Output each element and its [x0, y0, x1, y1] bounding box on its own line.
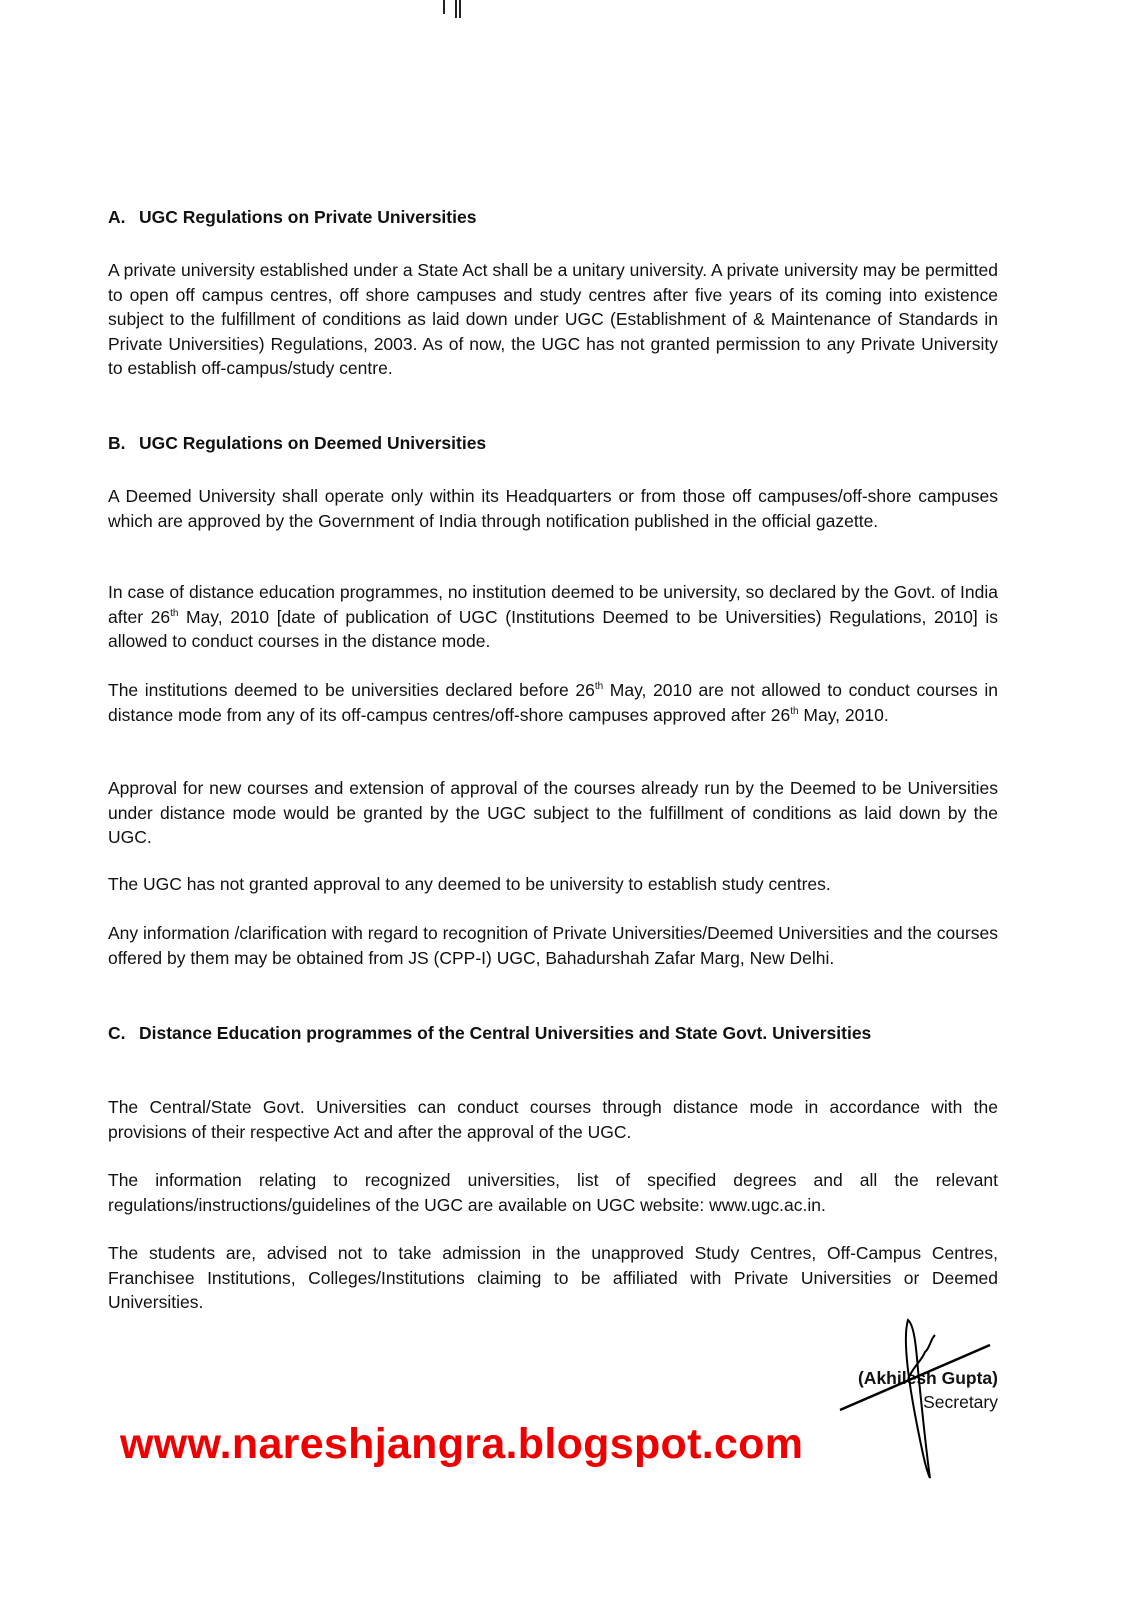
scan-mark [459, 0, 461, 18]
section-title: Distance Education programmes of the Central Universities and State Govt. Universities [139, 1023, 872, 1043]
section-c-paragraph-3: The students are, advised not to take admission in the unapproved Study Centres, Off-Campus Centres, Franchisee Institutions, Colleges/Institutions claiming to be affiliated with Private Universities or Deemed Universities. [108, 1243, 998, 1312]
scan-mark [455, 0, 457, 18]
watermark-url: www.nareshjangra.blogspot.com [120, 1420, 804, 1468]
section-a-paragraph: A private university established under a State Act shall be a unitary university. A private university may be permitted to open off campus centres, off shore campuses and study centres after five years of its coming into existence subject to the fulfillment of conditions as laid down under UGC (Establishment of & Maintenance of Standards in Private Universities) Regulations, 2003. As of now, the UGC has not granted permission to any Private University to establish off-campus/study centre. [108, 260, 998, 378]
section-b-paragraph-6: Any information /clarification with regard to recognition of Private Universities/Deemed Universities and the courses offered by them may be obtained from JS (CPP-I) UGC, Bahadurshah Zafar Marg, New Delhi. [108, 923, 998, 968]
section-c-paragraph-2: The information relating to recognized universities, list of specified degrees and all the relevant regulations/instructions/guidelines of the UGC are available on UGC website: www.ugc.ac.in. [108, 1170, 998, 1215]
section-b-paragraph-5: The UGC has not granted approval to any deemed to be university to establish study centres. [108, 874, 831, 894]
text: In case of distance education programmes, no institution deemed to be university, so declared by the Govt. of India after 26 [108, 582, 998, 627]
section-number: A. [108, 207, 126, 227]
text: May, 2010. [798, 704, 889, 725]
section-a-heading [108, 205, 998, 230]
signatory-designation: Secretary [923, 1392, 998, 1412]
scan-mark [443, 0, 445, 14]
section-b-paragraph-1: A Deemed University shall operate only within its Headquarters or from those off campuses/off-shore campuses which are approved by the Government of India through notification published in the official gazette. [108, 486, 998, 531]
superscript: th [594, 681, 604, 693]
superscript: th [170, 607, 179, 619]
section-number: B. [108, 433, 126, 453]
section-title: UGC Regulations on Private Universities [139, 207, 477, 227]
section-c-paragraph-1: The Central/State Govt. Universities can conduct courses through distance mode in accordance with the provisions of their respective Act and after the approval of the UGC. [108, 1097, 998, 1142]
superscript: th [790, 705, 799, 717]
text: May, 2010 [date of publication of UGC (Institutions Deemed to be Universities) Regulations, 2010] is allowed to conduct courses in the distance mode. [108, 606, 998, 651]
section-c-heading [108, 1021, 998, 1046]
signatory-name: (Akhilesh Gupta) [857, 1368, 998, 1388]
section-title: UGC Regulations on Deemed Universities [139, 433, 487, 453]
section-b-paragraph-3 [108, 678, 998, 727]
text: The institutions deemed to be universities declared before 26 [108, 680, 595, 700]
section-b-paragraph-4: Approval for new courses and extension of approval of the courses already run by the Deemed to be Universities under distance mode would be granted by the UGC subject to the fulfillment of conditions as laid down by the UGC. [108, 778, 998, 847]
section-b-paragraph-2 [108, 580, 998, 654]
handwritten-signature [830, 1300, 1010, 1480]
section-number: C. [108, 1023, 126, 1043]
text: May, 2010 are not allowed to conduct courses in distance mode from any of its off-campus centres/off-shore campuses approved after 26 [108, 680, 998, 725]
section-b-heading [108, 431, 998, 456]
